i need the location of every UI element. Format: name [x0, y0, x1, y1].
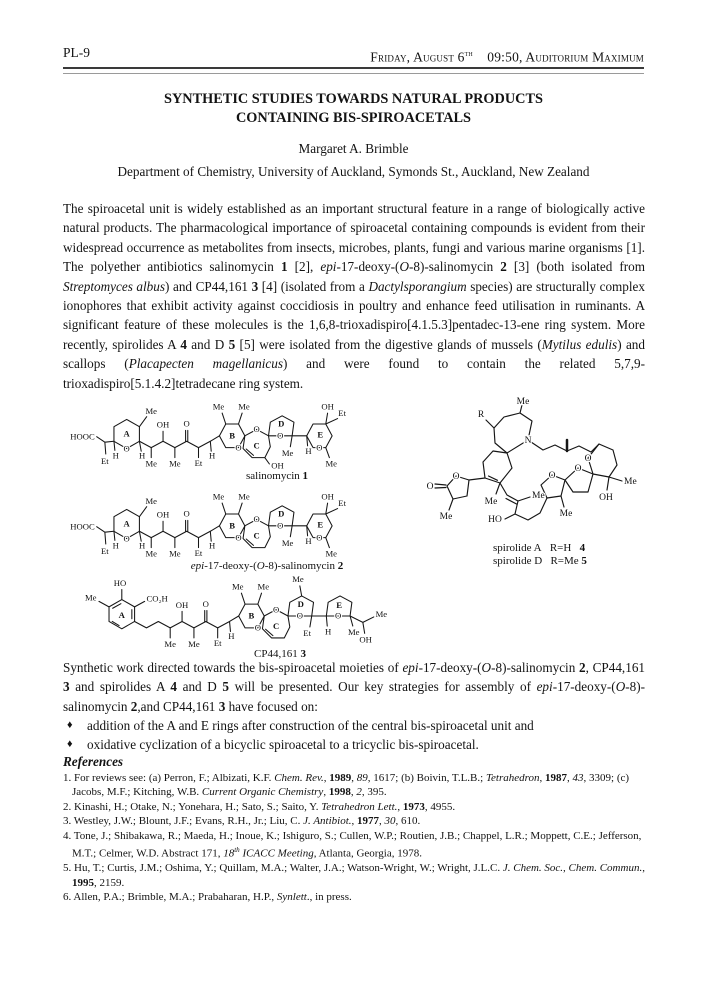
atom-label: O	[235, 442, 242, 453]
atom-label: O	[253, 424, 260, 435]
atom-label: O	[452, 472, 460, 482]
ring-label: A	[123, 428, 130, 439]
diamond-bullet-icon: ♦	[67, 738, 73, 751]
atom-label: Et	[338, 497, 346, 508]
atom-label: Et	[101, 546, 109, 556]
atom-label: O	[272, 604, 280, 615]
atom-label: H	[209, 450, 216, 461]
atom-label: Me	[145, 548, 157, 559]
atom-label: Me	[559, 509, 573, 519]
atom-label: OH	[599, 493, 613, 503]
atom-label: Me	[439, 512, 453, 522]
atom-label: Me	[257, 581, 270, 592]
page-title	[63, 90, 644, 128]
atom-label: Me	[169, 548, 181, 559]
atom-label: R	[477, 410, 485, 420]
atom-label: Me	[188, 639, 200, 650]
title-line-2: CONTAINING BIS-SPIROACETALS	[235, 110, 472, 126]
atom-label: O	[277, 430, 284, 441]
atom-label: HO	[113, 577, 127, 588]
atom-label: Me	[238, 491, 250, 502]
author: Margaret A. Brimble	[298, 141, 409, 156]
atom-label: O	[123, 443, 130, 454]
ring-label: A	[118, 609, 125, 620]
atom-label: H	[325, 626, 332, 637]
atom-label: Me	[164, 639, 176, 650]
caption-salinomycin: salinomycin 1	[245, 470, 309, 482]
atom-label: O	[584, 454, 592, 464]
atom-label: HOOC	[70, 431, 95, 442]
atom-label: H	[228, 630, 235, 641]
atom-label: O	[426, 482, 434, 492]
structures-figure	[63, 394, 653, 662]
reference-item-3: 3. Westley, J.W.; Blount, J.F.; Evans, R.H., Jr.; Liu, C. J. Antibiot., 1977, 30, 610.	[63, 815, 421, 828]
atom-label: Me	[212, 491, 225, 502]
structure-cp44161-3	[67, 574, 414, 658]
bullet-text: addition of the A and E rings after construction of the central bis-spiroacetal unit and	[87, 718, 534, 733]
atom-label: Me	[375, 608, 388, 619]
ring-label: A	[123, 518, 130, 529]
atom-label: H	[139, 450, 146, 461]
title-line-1: SYNTHETIC STUDIES TOWARDS NATURAL PRODUCTS	[164, 91, 543, 107]
ring-label: D	[297, 598, 304, 609]
structure-epi-deoxy-salinomycin-2	[63, 484, 404, 564]
atom-label: Me	[145, 496, 157, 506]
atom-label: Me	[169, 458, 181, 469]
atom-label: Me	[231, 581, 244, 592]
atom-label: H	[209, 540, 216, 551]
caption-spirolide-a: spirolide A R=H 4	[493, 542, 586, 554]
atom-label: O	[183, 508, 190, 519]
abstract-paragraph-2: Synthetic work directed towards the bis-spiroacetal moieties of epi-17-deoxy-(O-8)-salinomycin 2, CP44,161 3 and spirolides A 4 and D 5 will be presented. Our key strategies for assembly of epi-17-deoxy-(O-8)-salinomycin 2,and CP44,161 3 have focused on:	[63, 660, 646, 714]
atom-label: O	[296, 610, 303, 621]
atom-label: O	[123, 533, 130, 544]
ring-label: B	[229, 430, 236, 441]
reference-item-1: 1. For reviews see: (a) Perron, F.; Albizati, K.F. Chem. Rev., 1989, 89, 1617; (b) Boivin, T.L.B.; Tetrahedron, 1987, 43, 3309; (c) Jacobs, M.F.; Kitching, W.B. Current Organic Chemistry, 1998, 2, 395.	[63, 772, 630, 799]
atom-label: OH	[271, 460, 284, 471]
ring-label: C	[272, 620, 280, 631]
atom-label: Me	[84, 592, 97, 603]
atom-label: Me	[145, 406, 157, 416]
atom-label: O	[202, 598, 209, 609]
atom-label: OH	[156, 419, 170, 430]
atom-label: H	[305, 446, 312, 456]
atom-label: CO₂H	[146, 593, 168, 604]
atom-label: O	[253, 514, 260, 525]
atom-label: Et	[213, 638, 222, 649]
caption-spirolide-d: spirolide D R=Me 5	[493, 555, 587, 567]
atom-label: H	[139, 540, 146, 551]
reference-item-4: 4. Tone, J.; Shibakawa, R.; Maeda, H.; Inoue, K.; Ishiguro, S.; Cullen, W.P.; Routien, J.B.; Chappel, L.R.; Moppett, C.E.; Jefferson, M.T.; Celmer, W.D. Abstract 171, 18th ICACC Meeting, Atlanta, Georgia, 1978.	[63, 829, 642, 860]
structure-spirolide	[425, 396, 660, 536]
reference-item-6: 6. Allen, P.A.; Brimble, M.A.; Prabaharan, H.P., Synlett., in press.	[63, 890, 352, 903]
header-rule	[63, 67, 644, 74]
atom-label: O	[316, 532, 323, 543]
atom-label: Et	[338, 407, 346, 418]
atom-label: Me	[325, 548, 337, 559]
atom-label: OH	[359, 634, 372, 645]
atom-label: Me	[145, 458, 157, 469]
ring-label: B	[229, 520, 236, 531]
bullet-list	[63, 716, 645, 754]
ring-label: B	[248, 610, 255, 621]
atom-label: Et	[194, 547, 203, 558]
atom-label: O	[183, 418, 190, 429]
affiliation: Department of Chemistry, University of Auckland, Symonds St., Auckland, New Zealand	[117, 164, 590, 179]
ring-label: D	[278, 508, 285, 519]
atom-label: Me	[281, 537, 294, 548]
references-heading: References	[63, 754, 124, 769]
atom-label: OH	[321, 491, 334, 502]
atom-label: Me	[516, 397, 530, 407]
atom-label: H	[305, 536, 312, 546]
session-info: Friday, August 6th 09:50, Auditorium Maximum	[370, 48, 644, 65]
structure-salinomycin-1	[63, 394, 404, 474]
atom-label: H	[112, 540, 119, 551]
references-list	[63, 771, 649, 904]
atom-label: H	[112, 450, 119, 461]
abstract-paragraph-1: The spiroacetal unit is widely established as an important structural feature in a range of biologically active natural products. The pharmacological importance of spiroacetal containing compounds is evident from their widespread occurrence as metabolites from insects, microbes, plants, fungi and various marine organisms [1]. The polyether antibiotics salinomycin 1 [2], epi-17-deoxy-(O-8)-salinomycin 2 [3] (both isolated from Streptomyces albus) and CP44,161 3 [4] (isolated from a Dactylsporangium species) are structurally complex ionophores that exhibit activity against coccidiosis in poultry and enhance feed utilisation in ruminants. A significant feature of these molecules is the 1,6,8-trioxadispiro[4.1.5.3]pentadec-13-ene ring system. More recently, spirolides A 4 and D 5 [5] were isolated from the digestive glands of mussels (Mytilus edulis) and scallops (Placapecten magellanicus) and were found to contain the related 5,7,9-trioxadispiro[5.1.4.2]tetradecane ring system.	[63, 201, 646, 391]
atom-label: OH	[156, 509, 170, 520]
ring-label: E	[336, 599, 342, 610]
atom-label: O	[335, 610, 342, 621]
atom-label: O	[277, 520, 284, 531]
atom-label: N	[524, 436, 532, 446]
atom-label: Et	[194, 457, 203, 468]
reference-item-2: 2. Kinashi, H.; Otake, N.; Yonehara, H.; Sato, S.; Saito, Y. Tetrahedron Lett., 1973, 4955.	[63, 800, 456, 813]
atom-label: HO	[488, 515, 502, 525]
atom-label: Me	[347, 627, 360, 638]
atom-label: O	[316, 442, 323, 453]
atom-label: OH	[175, 599, 189, 610]
atom-label: O	[235, 532, 242, 543]
bullet-item	[63, 716, 645, 735]
atom-label: OH	[321, 401, 334, 412]
ring-label: C	[253, 530, 260, 541]
atom-label: Et	[101, 456, 109, 466]
atom-label: Me	[624, 477, 637, 487]
atom-label: Me	[212, 401, 225, 412]
atom-label: Me	[532, 491, 545, 501]
page-header	[63, 45, 644, 66]
atom-label: HOOC	[70, 521, 95, 532]
diamond-bullet-icon: ♦	[67, 719, 73, 731]
atom-label: Me	[238, 401, 250, 412]
atom-label: Me	[325, 458, 337, 469]
atom-label: O	[574, 464, 582, 474]
presentation-code: PL-9	[63, 45, 90, 60]
atom-label: Me	[281, 447, 294, 458]
bullet-text: oxidative cyclization of a bicyclic spiroacetal to a tricyclic bis-spiroacetal.	[87, 737, 479, 753]
atom-label: O	[254, 622, 261, 633]
caption-cp44161: CP44,161 3	[254, 648, 306, 660]
ring-label: E	[317, 519, 324, 530]
ring-label: E	[317, 429, 324, 440]
atom-label: Me	[484, 497, 498, 507]
atom-label: O	[548, 471, 556, 481]
atom-label: Me	[292, 574, 304, 585]
reference-item-5: 5. Hu, T.; Curtis, J.M.; Oshima, Y.; Quillam, M.A.; Walter, J.A.; Watson-Wright, W.; Wright, J.L.C. J. Chem. Soc., Chem. Commun., 1995, 2159.	[63, 862, 645, 889]
atom-label: Et	[303, 628, 312, 639]
bullet-item	[63, 735, 645, 754]
ring-label: C	[253, 440, 260, 451]
caption-epi-deoxy-salinomycin: epi-17-deoxy-(O-8)-salinomycin 2	[190, 560, 344, 572]
ring-label: D	[278, 418, 285, 429]
